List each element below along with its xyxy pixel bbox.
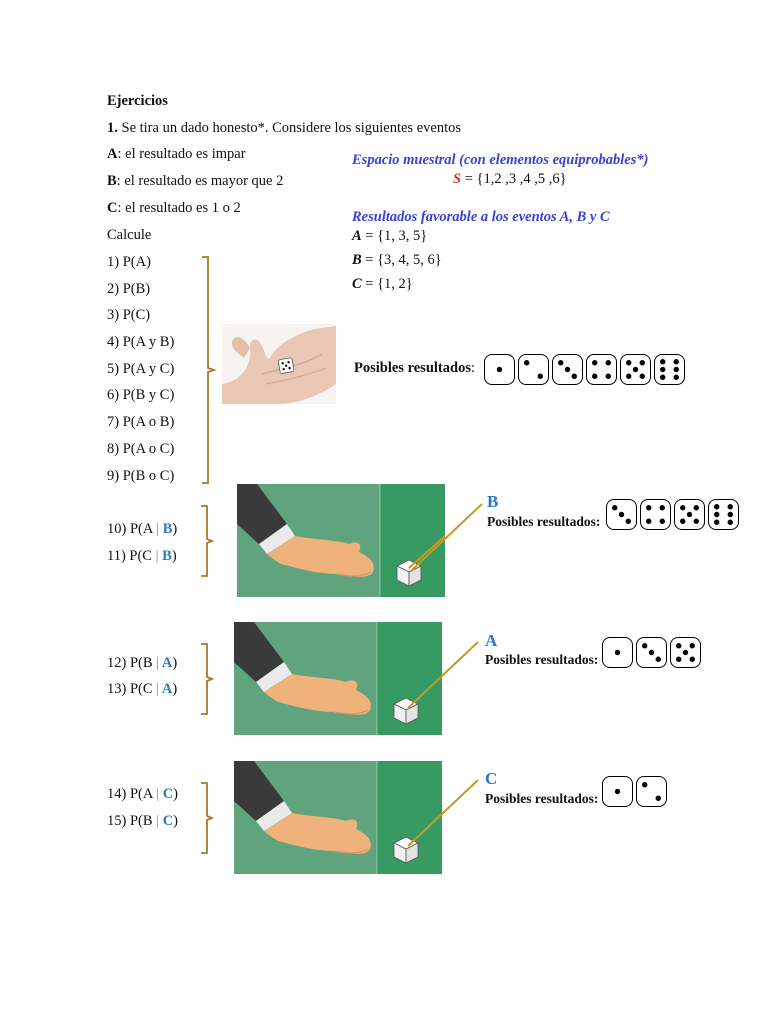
panel-letter-c: C: [485, 769, 498, 788]
die-icon: [674, 499, 705, 530]
die-icon: [586, 354, 617, 385]
die-icon: [602, 776, 633, 807]
question-2: 2) P(B): [107, 281, 151, 297]
event-a: A: el resultado es impar: [107, 146, 246, 162]
set-a: A = {1, 3, 5}: [352, 228, 428, 244]
die-icon: [606, 499, 637, 530]
problem-statement: 1. Se tira un dado honesto*. Considere los siguientes eventos: [107, 120, 461, 136]
curly-brace: [199, 504, 215, 578]
calcule-label: Calcule: [107, 227, 152, 243]
question-9: 9) P(B o C): [107, 468, 175, 484]
question-3: 3) P(C): [107, 307, 151, 323]
question-15: 15) P(B | C): [107, 813, 179, 829]
question-12: 12) P(B | A): [107, 655, 178, 671]
dice-outcomes-b: [606, 499, 739, 530]
die-icon: [708, 499, 739, 530]
hand-with-dice-photo: [222, 324, 336, 404]
question-7: 7) P(A o B): [107, 414, 175, 430]
set-c: C = {1, 2}: [352, 276, 413, 292]
outcomes-label-c: Posibles resultados:: [485, 791, 599, 806]
arrow-to-letter-b: [410, 500, 486, 572]
dice-outcomes-a: [602, 637, 701, 668]
die-icon: [670, 637, 701, 668]
question-4: 4) P(A y B): [107, 334, 175, 350]
favorable-title: Resultados favorable a los eventos A, B y C: [352, 209, 610, 225]
die-icon: [484, 354, 515, 385]
panel-letter-b: B: [487, 492, 499, 511]
curly-brace: [198, 255, 220, 485]
dice-all-outcomes: [484, 354, 685, 385]
question-10: 10) P(A | B): [107, 521, 178, 537]
die-icon: [636, 637, 667, 668]
curly-brace: [199, 642, 215, 716]
die-icon: [620, 354, 651, 385]
event-b: B: el resultado es mayor que 2: [107, 173, 284, 189]
sample-space-title: Espacio muestral (con elementos equiprobables*): [352, 152, 649, 168]
die-icon: [518, 354, 549, 385]
question-14: 14) P(A | C): [107, 786, 179, 802]
outcomes-label-b: Posibles resultados:: [487, 514, 601, 529]
die-icon: [654, 354, 685, 385]
sample-space-set: S = {1,2 ,3 ,4 ,5 ,6}: [453, 171, 567, 187]
panel-letter-a: A: [485, 631, 498, 650]
event-c: C: el resultado es 1 o 2: [107, 200, 241, 216]
outcomes-label-a: Posibles resultados:: [485, 652, 599, 667]
die-icon: [640, 499, 671, 530]
question-13: 13) P(C | A): [107, 681, 178, 697]
question-1: 1) P(A): [107, 254, 151, 270]
arrow-to-letter-c: [406, 776, 482, 848]
die-icon: [636, 776, 667, 807]
question-6: 6) P(B y C): [107, 387, 175, 403]
arrow-to-letter-a: [406, 638, 482, 710]
outcomes-label-main: Posibles resultados:: [354, 360, 475, 376]
question-5: 5) P(A y C): [107, 361, 175, 377]
curly-brace: [199, 781, 215, 855]
question-8: 8) P(A o C): [107, 441, 175, 457]
page-heading: Ejercicios: [107, 93, 168, 109]
question-11: 11) P(C | B): [107, 548, 177, 564]
die-icon: [552, 354, 583, 385]
dice-outcomes-c: [602, 776, 667, 807]
set-b: B = {3, 4, 5, 6}: [352, 252, 442, 268]
die-icon: [602, 637, 633, 668]
